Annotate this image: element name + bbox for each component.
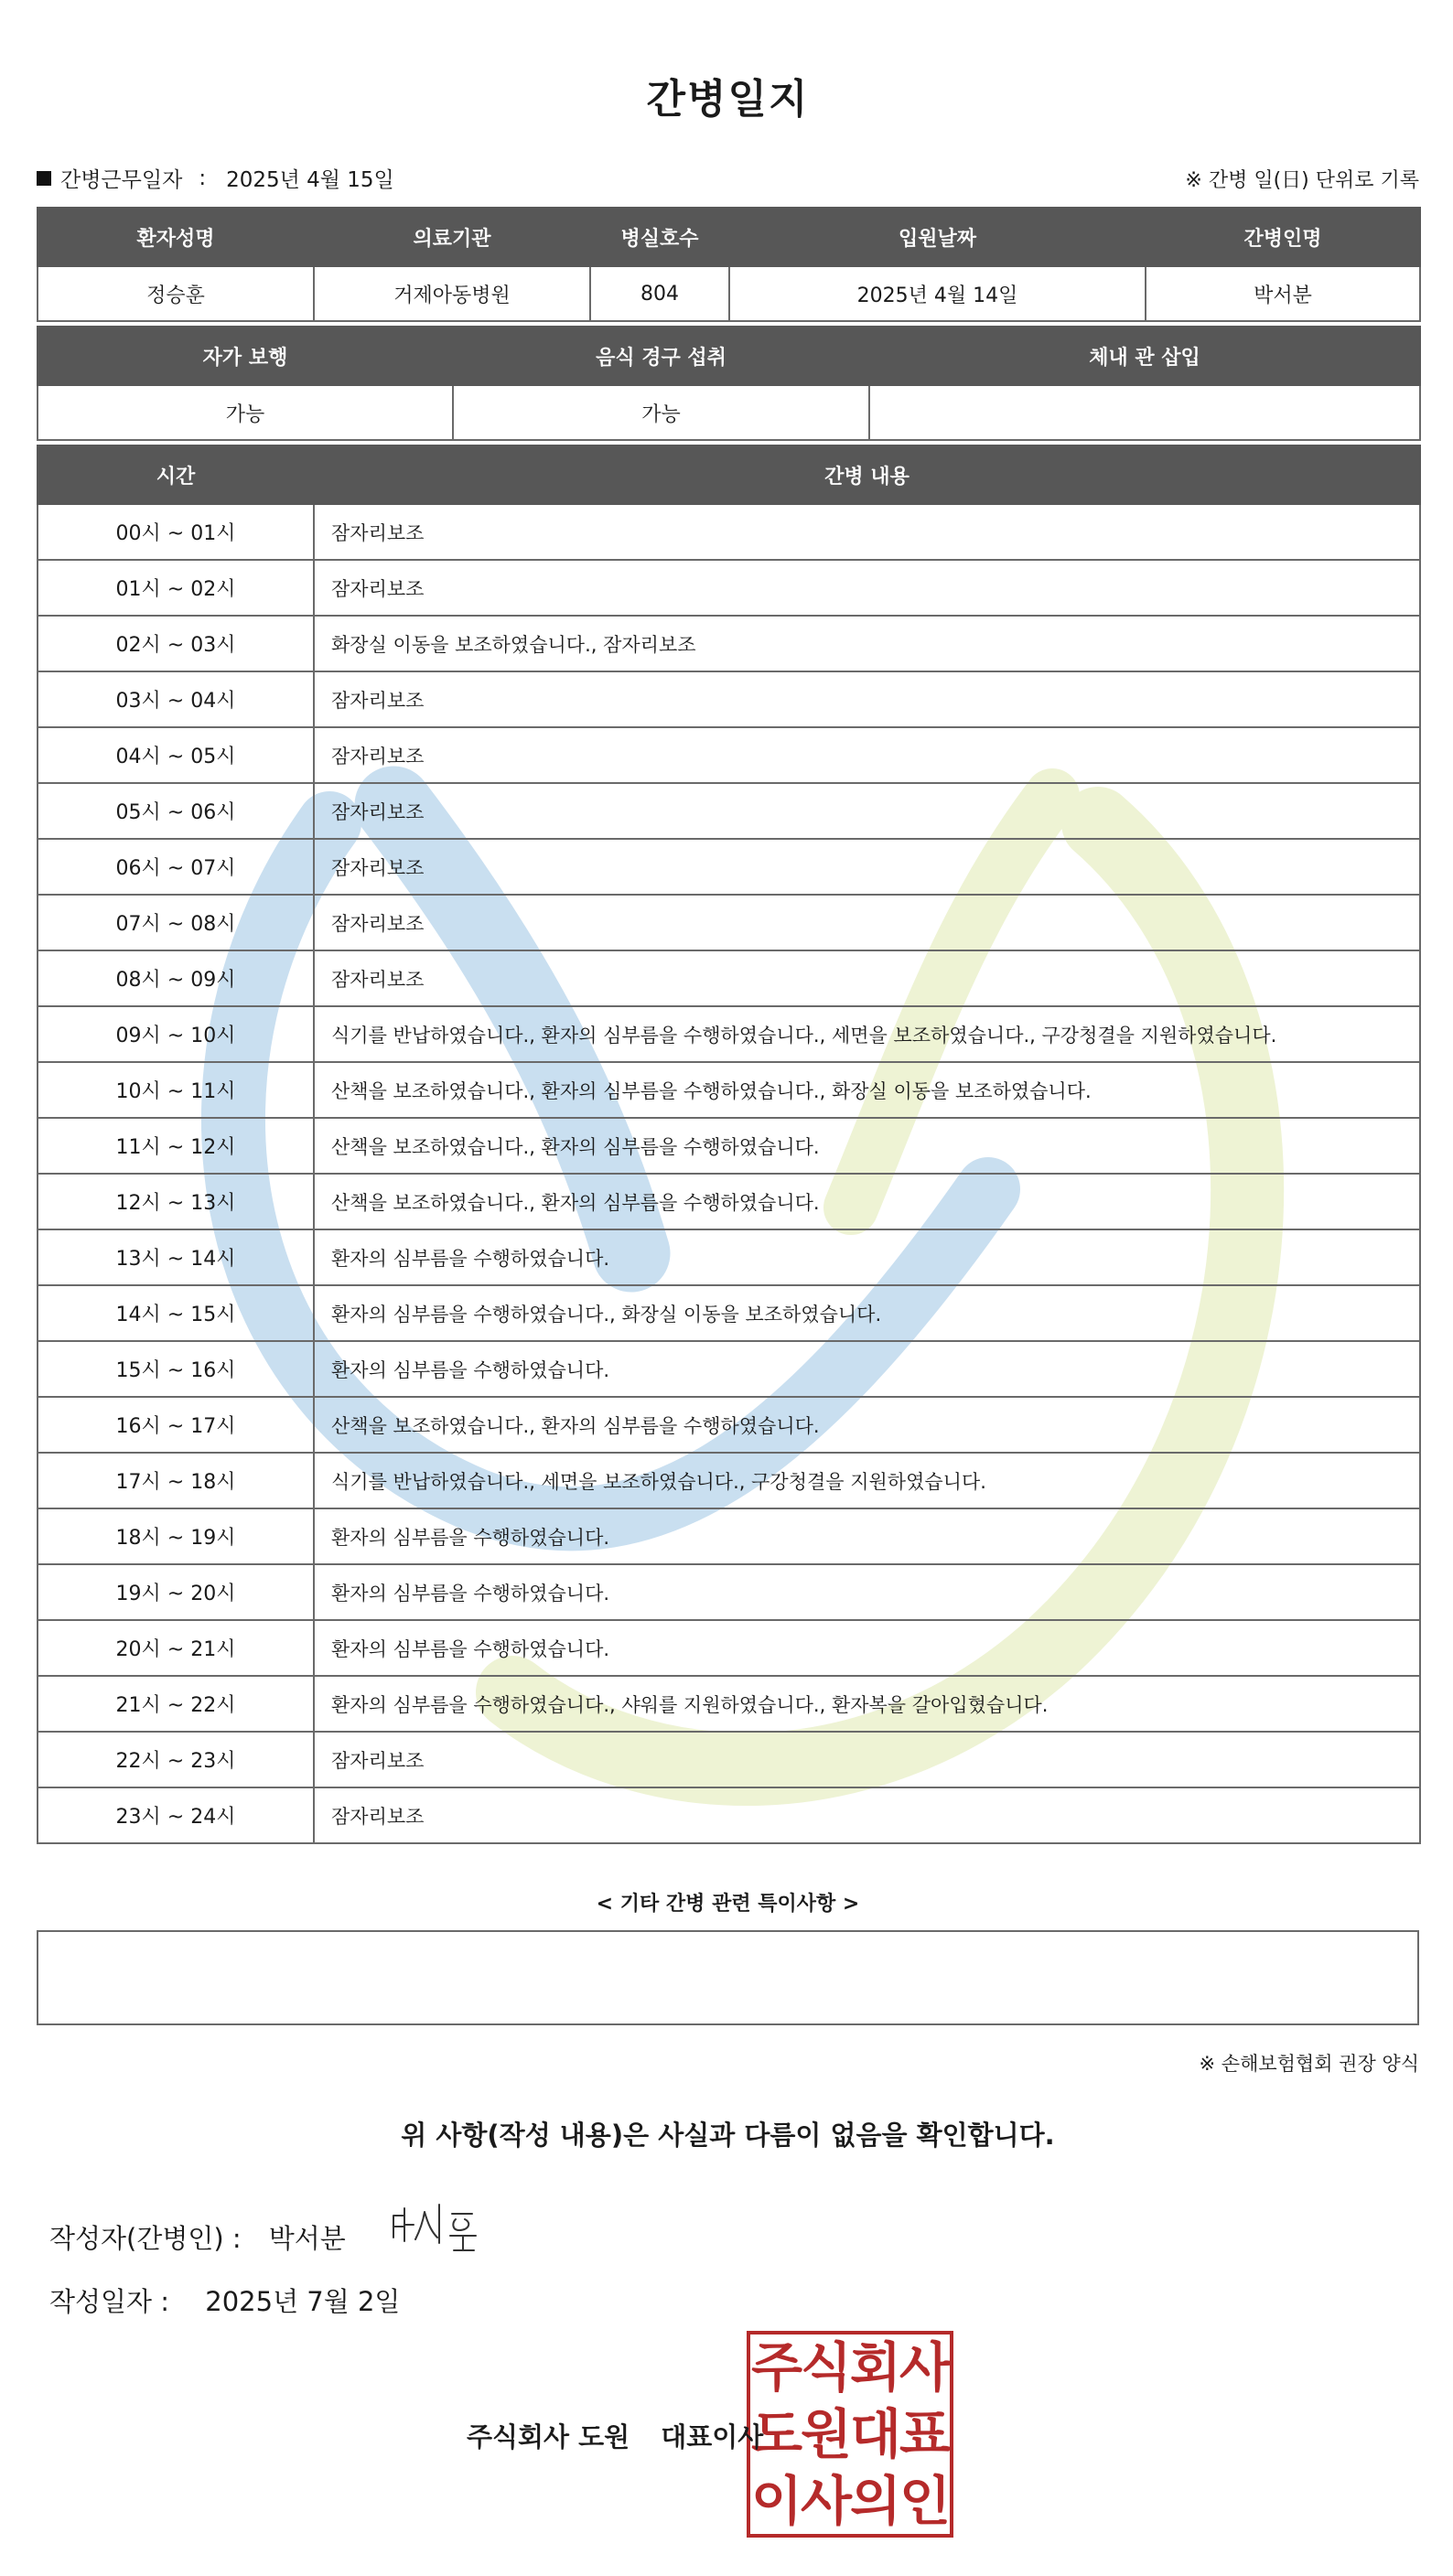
- written-date-label: 작성일자 :: [49, 2286, 170, 2317]
- time-slot: 06시 ~ 07시: [38, 839, 314, 895]
- time-slot: 23시 ~ 24시: [38, 1787, 314, 1843]
- care-content: 잠자리보조: [314, 560, 1420, 616]
- time-slot: 15시 ~ 16시: [38, 1341, 314, 1397]
- time-slot: 01시 ~ 02시: [38, 560, 314, 616]
- care-content: 산책을 보조하였습니다., 환자의 심부름을 수행하였습니다., 화장실 이동을 보조하였습니다.: [314, 1062, 1420, 1118]
- table-row: [38, 1118, 1420, 1174]
- table-header-row: [38, 327, 1420, 385]
- time-slot: 02시 ~ 03시: [38, 616, 314, 671]
- table-row: [38, 950, 1420, 1006]
- table-row: [38, 266, 1420, 321]
- time-slot: 19시 ~ 20시: [38, 1564, 314, 1620]
- care-content: 환자의 심부름을 수행하였습니다.: [314, 1341, 1420, 1397]
- time-slot: 11시 ~ 12시: [38, 1118, 314, 1174]
- care-content: 환자의 심부름을 수행하였습니다.: [314, 1620, 1420, 1676]
- form-note: ※ 손해보험협회 권장 양식: [1199, 2053, 1419, 2075]
- time-slot: 18시 ~ 19시: [38, 1508, 314, 1564]
- table-row: [38, 783, 1420, 839]
- care-content: 산책을 보조하였습니다., 환자의 심부름을 수행하였습니다.: [314, 1174, 1420, 1229]
- writer-label: 작성자(간병인) :: [49, 2222, 242, 2254]
- patient-status-table: [37, 326, 1421, 441]
- care-content: 식기를 반납하였습니다., 세면을 보조하였습니다., 구강청결을 지원하였습니다.: [314, 1453, 1420, 1508]
- header-admission-date: 입원날짜: [729, 208, 1146, 266]
- care-content: 잠자리보조: [314, 504, 1420, 560]
- table-row: [38, 1564, 1420, 1620]
- table-row: [38, 1285, 1420, 1341]
- table-row: [38, 1174, 1420, 1229]
- table-row: [38, 1006, 1420, 1062]
- time-slot: 17시 ~ 18시: [38, 1453, 314, 1508]
- written-date-value: 2025년 7월 2일: [205, 2286, 401, 2317]
- remarks-title: < 기타 간병 관련 특이사항 >: [596, 1893, 860, 1916]
- header-hospital: 의료기관: [314, 208, 590, 266]
- time-slot: 07시 ~ 08시: [38, 895, 314, 950]
- care-content: 산책을 보조하였습니다., 환자의 심부름을 수행하였습니다.: [314, 1118, 1420, 1174]
- unit-note: ※ 간병 일(日) 단위로 기록: [1185, 169, 1419, 192]
- table-row: [38, 1062, 1420, 1118]
- square-bullet-icon: [37, 171, 51, 186]
- table-row: [38, 1787, 1420, 1843]
- table-row: [38, 385, 1420, 440]
- care-content: 환자의 심부름을 수행하였습니다.: [314, 1564, 1420, 1620]
- header-self-walking: 자가 보행: [38, 327, 453, 385]
- care-content: 환자의 심부름을 수행하였습니다., 샤워를 지원하였습니다., 환자복을 갈아입혔습니다.: [314, 1676, 1420, 1732]
- table-row: [38, 1453, 1420, 1508]
- time-slot: 21시 ~ 22시: [38, 1676, 314, 1732]
- company-representative: 대표이사: [661, 2421, 764, 2453]
- care-content: 환자의 심부름을 수행하였습니다.: [314, 1508, 1420, 1564]
- care-content: 잠자리보조: [314, 783, 1420, 839]
- self-walking-value: 가능: [38, 385, 453, 440]
- company-signoff: [467, 2417, 763, 2454]
- care-content: 잠자리보조: [314, 839, 1420, 895]
- care-content: 잠자리보조: [314, 1787, 1420, 1843]
- table-row: [38, 1341, 1420, 1397]
- patient-name: 정승훈: [38, 266, 314, 321]
- time-slot: 10시 ~ 11시: [38, 1062, 314, 1118]
- time-slot: 04시 ~ 05시: [38, 727, 314, 783]
- header-room-number: 병실호수: [590, 208, 729, 266]
- table-row: [38, 1229, 1420, 1285]
- work-date-value: 2025년 4월 15일: [226, 168, 394, 192]
- handwritten-signature: [388, 2195, 489, 2259]
- oral-intake-value: 가능: [453, 385, 869, 440]
- time-slot: 00시 ~ 01시: [38, 504, 314, 560]
- work-date-label: 간병근무일자: [60, 168, 183, 192]
- patient-info-table: [37, 207, 1421, 322]
- header-patient-name: 환자성명: [38, 208, 314, 266]
- work-date: [37, 163, 394, 193]
- table-header-row: [38, 445, 1420, 504]
- table-row: [38, 1732, 1420, 1787]
- time-slot: 13시 ~ 14시: [38, 1229, 314, 1285]
- time-slot: 08시 ~ 09시: [38, 950, 314, 1006]
- care-content: 잠자리보조: [314, 671, 1420, 727]
- written-date-row: [49, 2281, 400, 2319]
- table-row: [38, 616, 1420, 671]
- writer-name: 박서분: [268, 2222, 346, 2254]
- care-content: 잠자리보조: [314, 950, 1420, 1006]
- seal-frame: [747, 2331, 953, 2538]
- table-row: [38, 1508, 1420, 1564]
- caregiver-name: 박서분: [1146, 266, 1420, 321]
- seal-line: 이사의인: [750, 2469, 950, 2532]
- table-row: [38, 671, 1420, 727]
- table-row: [38, 1620, 1420, 1676]
- header-caregiver-name: 간병인명: [1146, 208, 1420, 266]
- table-row: [38, 839, 1420, 895]
- header-tube-insertion: 체내 관 삽입: [869, 327, 1420, 385]
- care-log-rows: [38, 504, 1420, 1843]
- table-header-row: [38, 208, 1420, 266]
- time-slot: 12시 ~ 13시: [38, 1174, 314, 1229]
- writer-row: [49, 2214, 489, 2259]
- table-row: [38, 560, 1420, 616]
- work-date-separator: :: [199, 166, 207, 190]
- time-slot: 05시 ~ 06시: [38, 783, 314, 839]
- care-content: 환자의 심부름을 수행하였습니다., 화장실 이동을 보조하였습니다.: [314, 1285, 1420, 1341]
- document-title: 간병일지: [646, 76, 810, 123]
- admission-date: 2025년 4월 14일: [729, 266, 1146, 321]
- time-slot: 20시 ~ 21시: [38, 1620, 314, 1676]
- table-row: [38, 1397, 1420, 1453]
- table-row: [38, 1676, 1420, 1732]
- care-content: 식기를 반납하였습니다., 환자의 심부름을 수행하였습니다., 세면을 보조하였습니다., 구강청결을 지원하였습니다.: [314, 1006, 1420, 1062]
- table-row: [38, 727, 1420, 783]
- tube-insertion-value: [869, 385, 1420, 440]
- company-name: 주식회사 도원: [467, 2421, 630, 2453]
- seal-line: 도원대표: [750, 2402, 950, 2465]
- care-log-table: [37, 445, 1421, 1844]
- care-content: 화장실 이동을 보조하였습니다., 잠자리보조: [314, 616, 1420, 671]
- care-content: 잠자리보조: [314, 1732, 1420, 1787]
- time-slot: 09시 ~ 10시: [38, 1006, 314, 1062]
- table-row: [38, 504, 1420, 560]
- care-content: 잠자리보조: [314, 895, 1420, 950]
- hospital: 거제아동병원: [314, 266, 590, 321]
- header-oral-intake: 음식 경구 섭취: [453, 327, 869, 385]
- confirmation-statement: 위 사항(작성 내용)은 사실과 다름이 없음을 확인합니다.: [401, 2120, 1055, 2151]
- header-time: 시간: [38, 445, 314, 504]
- time-slot: 22시 ~ 23시: [38, 1732, 314, 1787]
- table-row: [38, 895, 1420, 950]
- care-content: 잠자리보조: [314, 727, 1420, 783]
- header-care-content: 간병 내용: [314, 445, 1420, 504]
- time-slot: 14시 ~ 15시: [38, 1285, 314, 1341]
- room-number: 804: [590, 266, 729, 321]
- company-seal-stamp: [747, 2331, 953, 2538]
- care-content: 환자의 심부름을 수행하였습니다.: [314, 1229, 1420, 1285]
- time-slot: 16시 ~ 17시: [38, 1397, 314, 1453]
- care-content: 산책을 보조하였습니다., 환자의 심부름을 수행하였습니다.: [314, 1397, 1420, 1453]
- remarks-box: [37, 1930, 1419, 2025]
- time-slot: 03시 ~ 04시: [38, 671, 314, 727]
- seal-line: 주식회사: [750, 2336, 950, 2399]
